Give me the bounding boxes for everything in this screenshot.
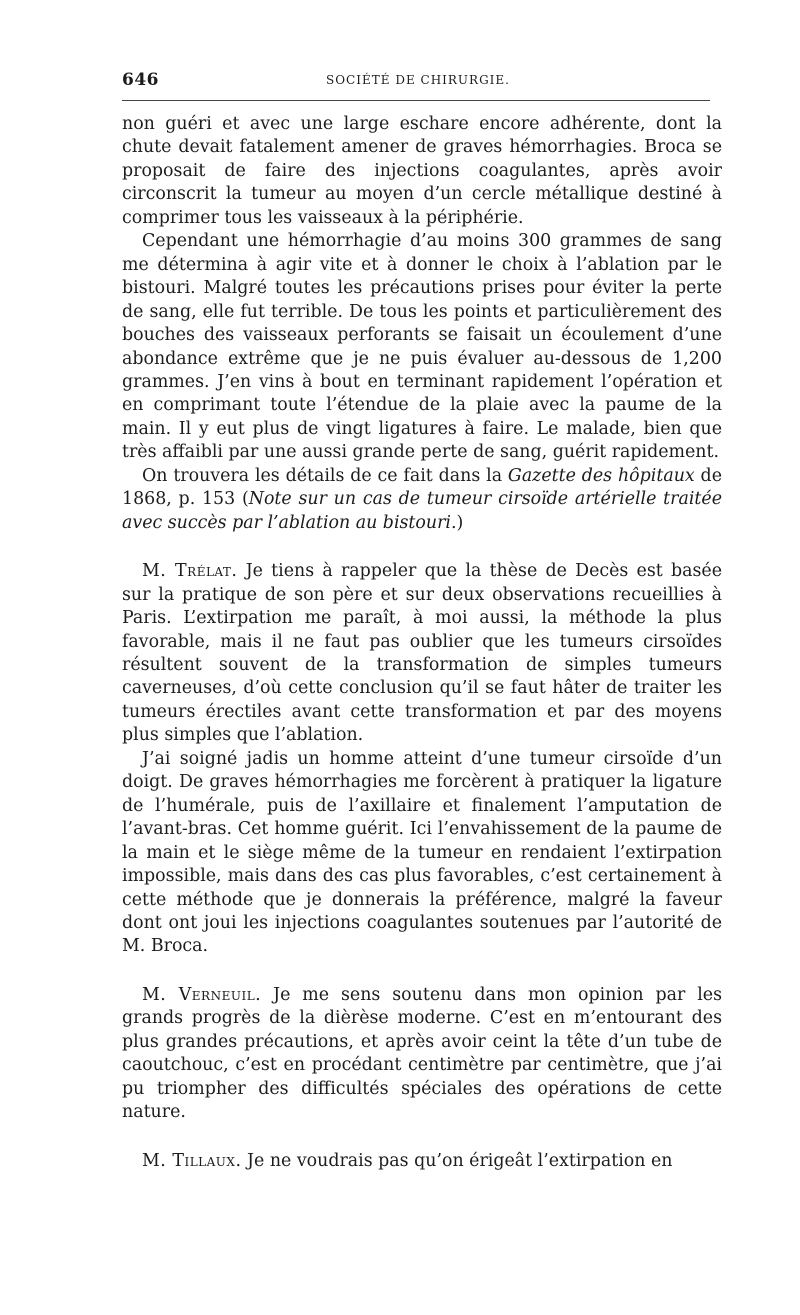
paragraph-reference: [122, 465, 722, 535]
paragraph-tillaux: [122, 1150, 722, 1173]
paragraph-continuation: non guéri et avec une large eschare encore adhérente, dont la chute devait fatalement amener de graves hémorrhagies. Broca se proposait de faire des injections coagulantes, après avoir circonscrit la tumeur au moyen d’un cercle métallique destiné à comprimer tous les vaisseaux à la périphérie.: [122, 114, 722, 228]
article-title: Note sur un cas de tumeur cirsoïde artérielle traitée avec succès par l’ablation au bistouri.: [122, 489, 722, 533]
paragraph-case-finger: J’ai soigné jadis un homme atteint d’une tumeur cirsoïde d’un doigt. De graves hémorrhagies me forcèrent à pratiquer la ligature de l’humérale, puis de l’axillaire et finalement l’amputation de l’avant-bras. Cet homme guérit. Ici l’envahissement de la paume de la main et le siège même de la tumeur en rendaient l’extirpation impossible, mais dans des cas plus favorables, c’est certainement à cette méthode que je donnerais la préférence, malgré la faveur dont ont joui les injections coagulantes soutenues par l’autorité de M. Broca.: [122, 748, 722, 957]
header-rule: [122, 100, 710, 101]
reference-close: ): [456, 512, 464, 533]
running-title: SOCIÉTÉ DE CHIRURGIE.: [326, 73, 510, 87]
speaker-verneuil: M. Verneuil.: [142, 984, 262, 1005]
paragraph-verneuil: [122, 984, 722, 1125]
journal-title: Gazette des hôpitaux: [507, 465, 695, 486]
trelat-remarks: Je tiens à rappeler que la thèse de Decès est basée sur la pratique de son père et sur deux observations recueillies à Paris. L’extirpation me paraît, à moi aussi, la méthode la plus favorable, mais il ne faut pas oublier que les tumeurs cirsoïdes résultent souvent de la transformation de simples tumeurs caverneuses, d’où cette conclusion qu’il se faut hâter de traiter les tumeurs érectiles avant cette transformation et par des moyens plus simples que l’ablation.: [122, 561, 722, 746]
paragraph-trelat: [122, 560, 722, 748]
reference-lead: On trouvera les détails de ce fait dans la: [142, 465, 508, 486]
verneuil-remarks: Je me sens soutenu dans mon opinion par les grands progrès de la dièrèse moderne. C’est en m’entourant des plus grandes précautions, et après avoir ceint la tête d’un tube de caoutchouc, c’est en procédant centimètre par centimètre, que j’ai pu triompher des difficultés spéciales des opérations de cette nature.: [122, 984, 723, 1123]
paragraph-hemorrhage: Cependant une hémorrhagie d’au moins 300 grammes de sang me détermina à agir vite et à donner le choix à l’ablation par le bistouri. Malgré toutes les précautions prises pour éviter la perte de sang, elle fut terrible. De tous les points et particulièrement des bouches des vaisseaux perforants se faisait un écoulement d’une abondance extrême que je ne puis évaluer au-dessous de 1,200 grammes. J’en vins à bout en terminant rapidement l’opération et en comprimant toute l’étendue de la plaie avec la paume de la main. Il y eut plus de vingt ligatures à faire. Le malade, bien que très affaibli par une aussi grande perte de sang, guérit rapidement.: [122, 231, 722, 463]
page-number: 646: [122, 70, 159, 90]
speaker-tillaux: M. Tillaux.: [142, 1150, 242, 1171]
tillaux-remarks: Je ne voudrais pas qu’on érigeât l’extirpation en: [241, 1150, 673, 1171]
running-head: [122, 70, 710, 94]
body-text: [122, 113, 722, 1173]
reference-citation: de 1868, p. 153 (: [122, 465, 722, 510]
speaker-trelat: M. Trélat.: [142, 561, 238, 582]
